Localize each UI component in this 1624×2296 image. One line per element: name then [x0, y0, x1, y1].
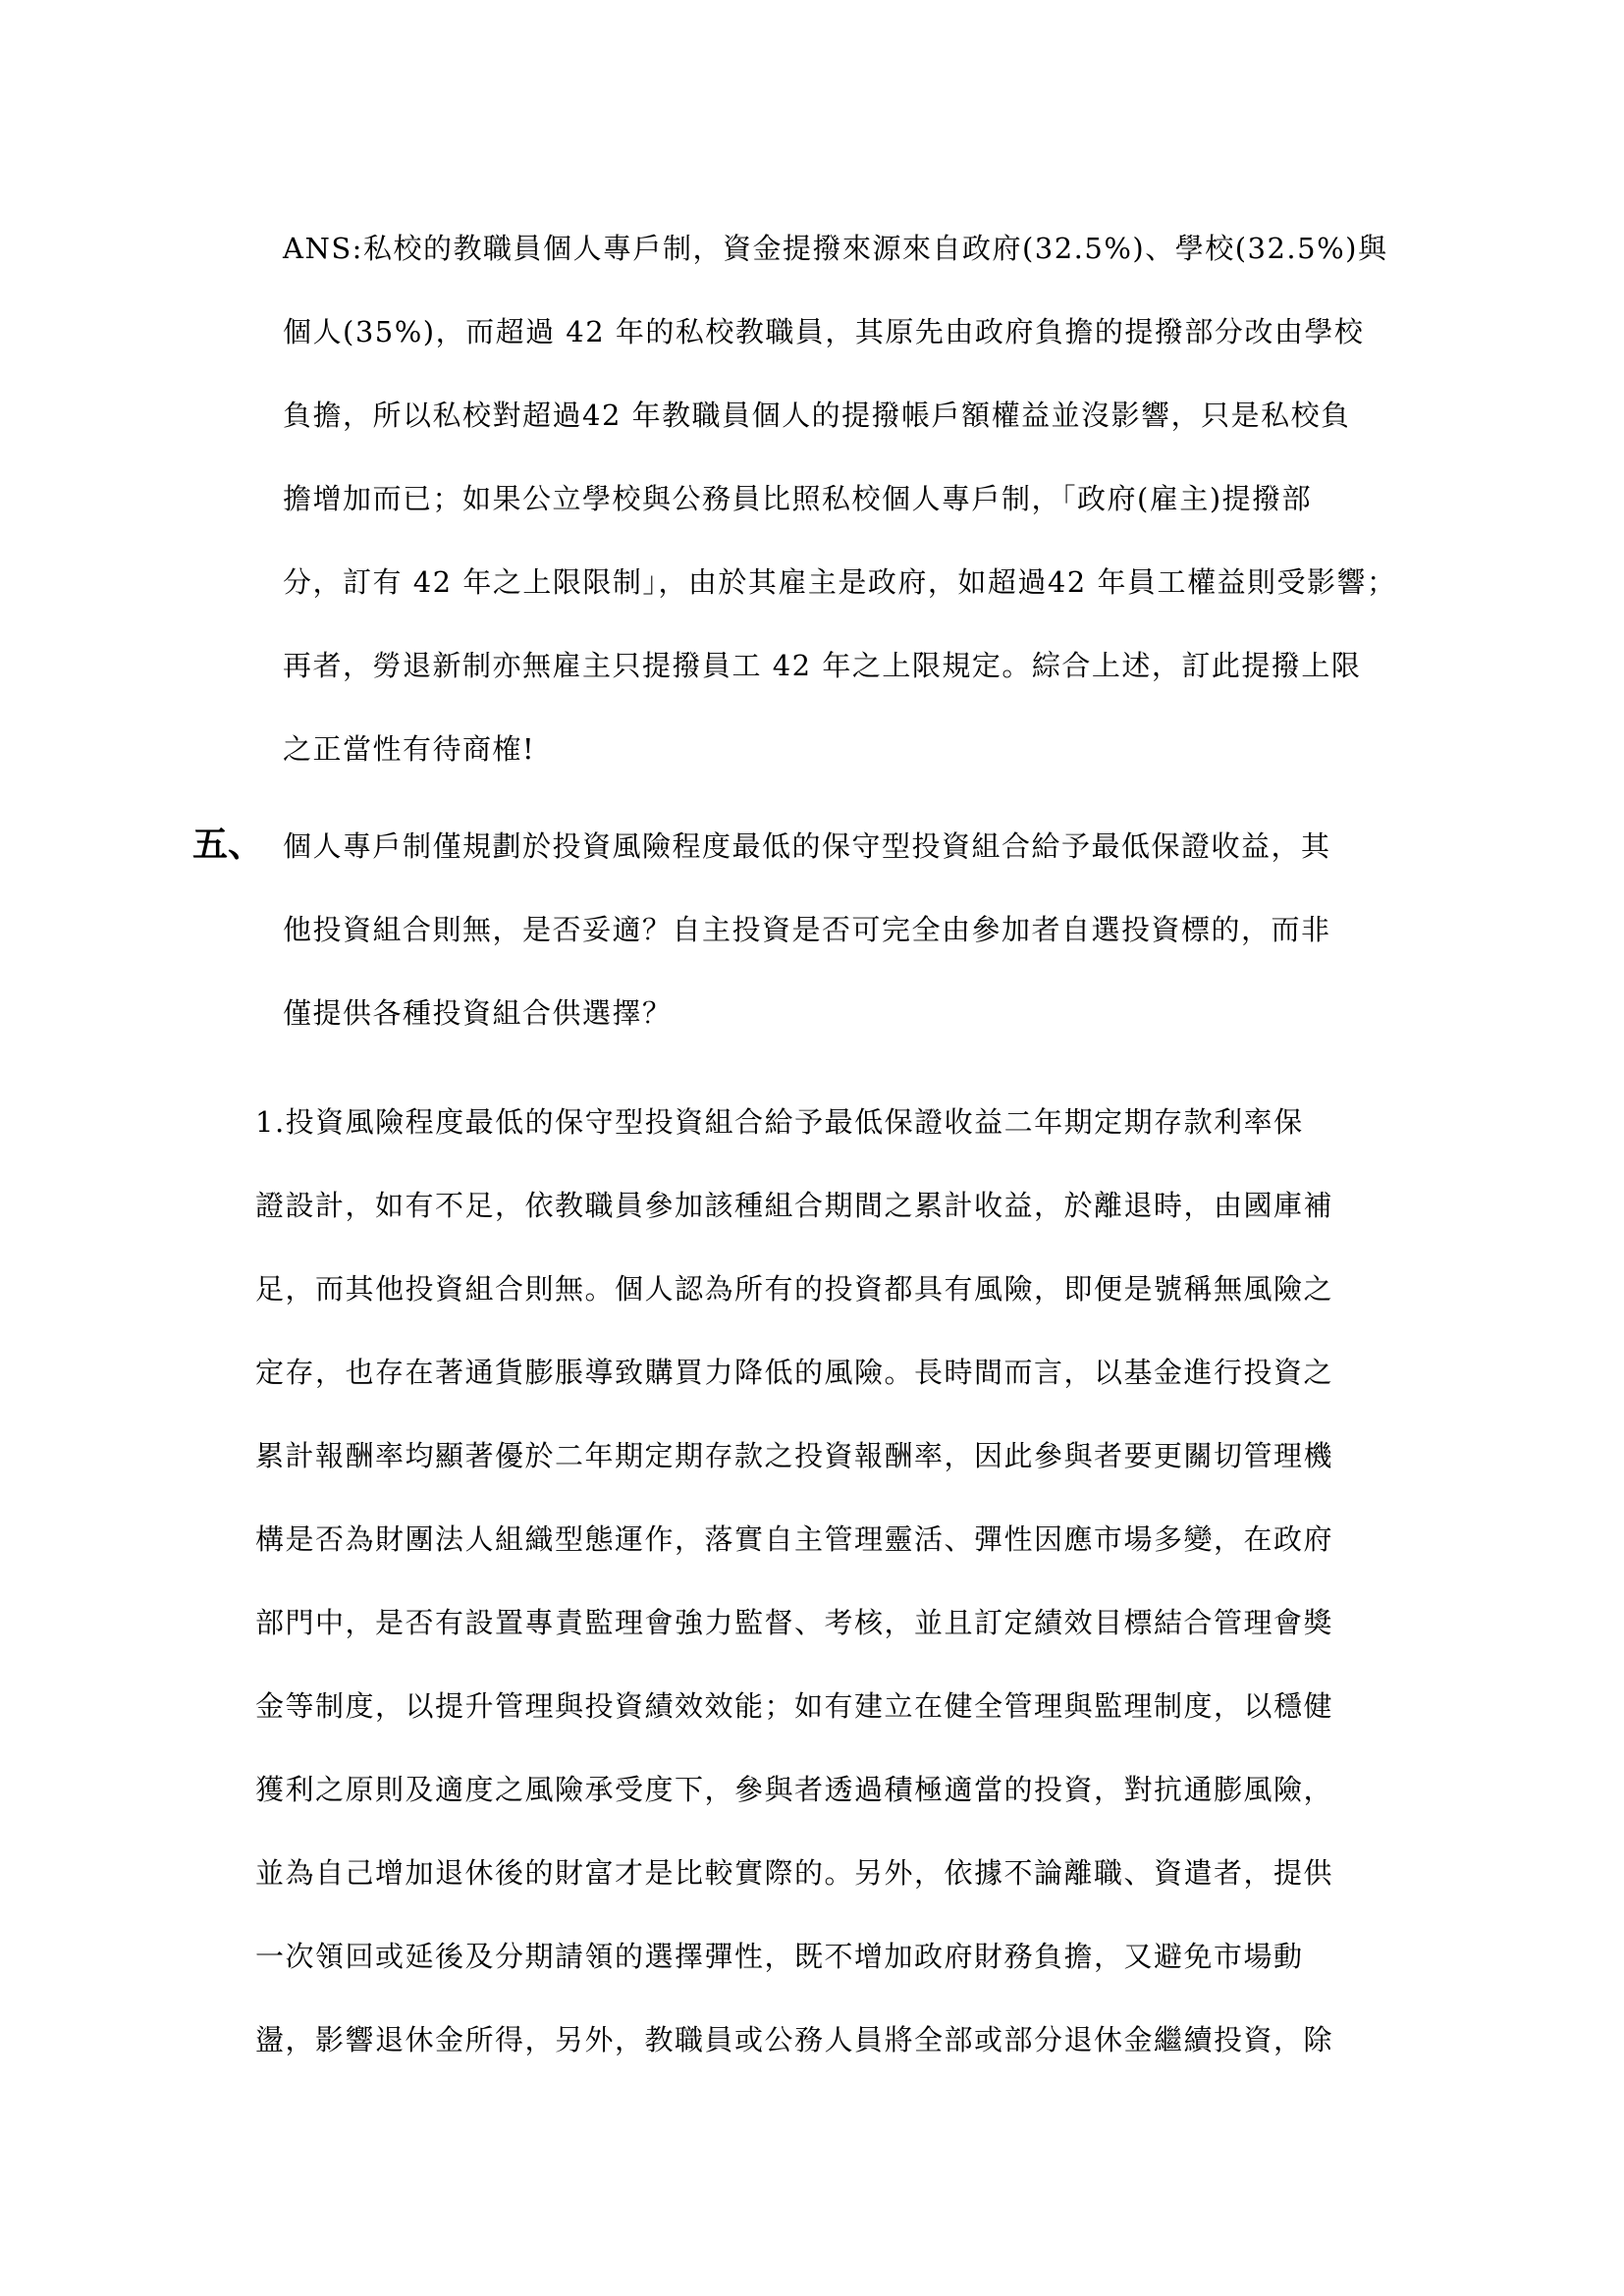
answer-line-5: 分，訂有 42 年之上限限制」，由於其雇主是政府，如超過42 年員工權益則受影響；	[283, 565, 1397, 599]
answer5-line-1: 1.投資風險程度最低的保守型投資組合給予最低保證收益二年期定期存款利率保	[255, 1105, 1304, 1139]
answer5-line-4: 定存，也存在著通貨膨脹導致購買力降低的風險。長時間而言，以基金進行投資之	[255, 1356, 1334, 1389]
question-line-1: 個人專戶制僅規劃於投資風險程度最低的保守型投資組合給予最低保證收益，其	[283, 829, 1331, 863]
answer-line-3: 負擔，所以私校對超過42 年教職員個人的提撥帳戶額權益並沒影響，只是私校負	[283, 399, 1351, 432]
answer-line-4: 擔增加而已；如果公立學校與公務員比照私校個人專戶制，「政府(雇主)提撥部	[283, 482, 1313, 515]
question-line-3: 僅提供各種投資組合供選擇？	[283, 996, 673, 1030]
answer5-line-7: 部門中，是否有設置專責監理會強力監督、考核，並且訂定績效目標結合管理會獎	[255, 1606, 1334, 1639]
answer-line-7: 之正當性有待商榷!	[283, 732, 536, 766]
answer5-line-5: 累計報酬率均顯著優於二年期定期存款之投資報酬率，因此參與者要更關切管理機	[255, 1439, 1334, 1472]
answer-line-1: ANS:私校的教職員個人專戶制，資金提撥來源來自政府(32.5%)、學校(32.5%)與	[283, 232, 1388, 265]
answer-line-2: 個人(35%)，而超過 42 年的私校教職員，其原先由政府負擔的提撥部分改由學校	[283, 315, 1365, 348]
answer5-line-8: 金等制度，以提升管理與投資績效效能；如有建立在健全管理與監理制度，以穩健	[255, 1689, 1334, 1723]
answer5-line-9: 獲利之原則及適度之風險承受度下，參與者透過積極適當的投資，對抗通膨風險，	[255, 1773, 1334, 1806]
answer5-line-11: 一次領回或延後及分期請領的選擇彈性，既不增加政府財務負擔，又避免市場動	[255, 1940, 1304, 1973]
answer5-line-3: 足，而其他投資組合則無。個人認為所有的投資都具有風險，即便是號稱無風險之	[255, 1272, 1334, 1306]
answer5-line-6: 構是否為財團法人組織型態運作，落實自主管理靈活、彈性因應市場多變，在政府	[255, 1522, 1334, 1556]
question-line-2: 他投資組合則無，是否妥適？自主投資是否可完全由參加者自選投資標的，而非	[283, 913, 1331, 946]
answer5-line-12: 盪，影響退休金所得，另外，教職員或公務人員將全部或部分退休金繼續投資，除	[255, 2023, 1334, 2056]
answer5-line-10: 並為自己增加退休後的財富才是比較實際的。另外，依據不論離職、資遣者，提供	[255, 1856, 1334, 1890]
answer5-line-2: 證設計，如有不足，依教職員參加該種組合期間之累計收益，於離退時，由國庫補	[255, 1189, 1334, 1222]
question-number: 五、	[192, 824, 264, 865]
answer-line-6: 再者，勞退新制亦無雇主只提撥員工 42 年之上限規定。綜合上述，訂此提撥上限	[283, 649, 1362, 682]
